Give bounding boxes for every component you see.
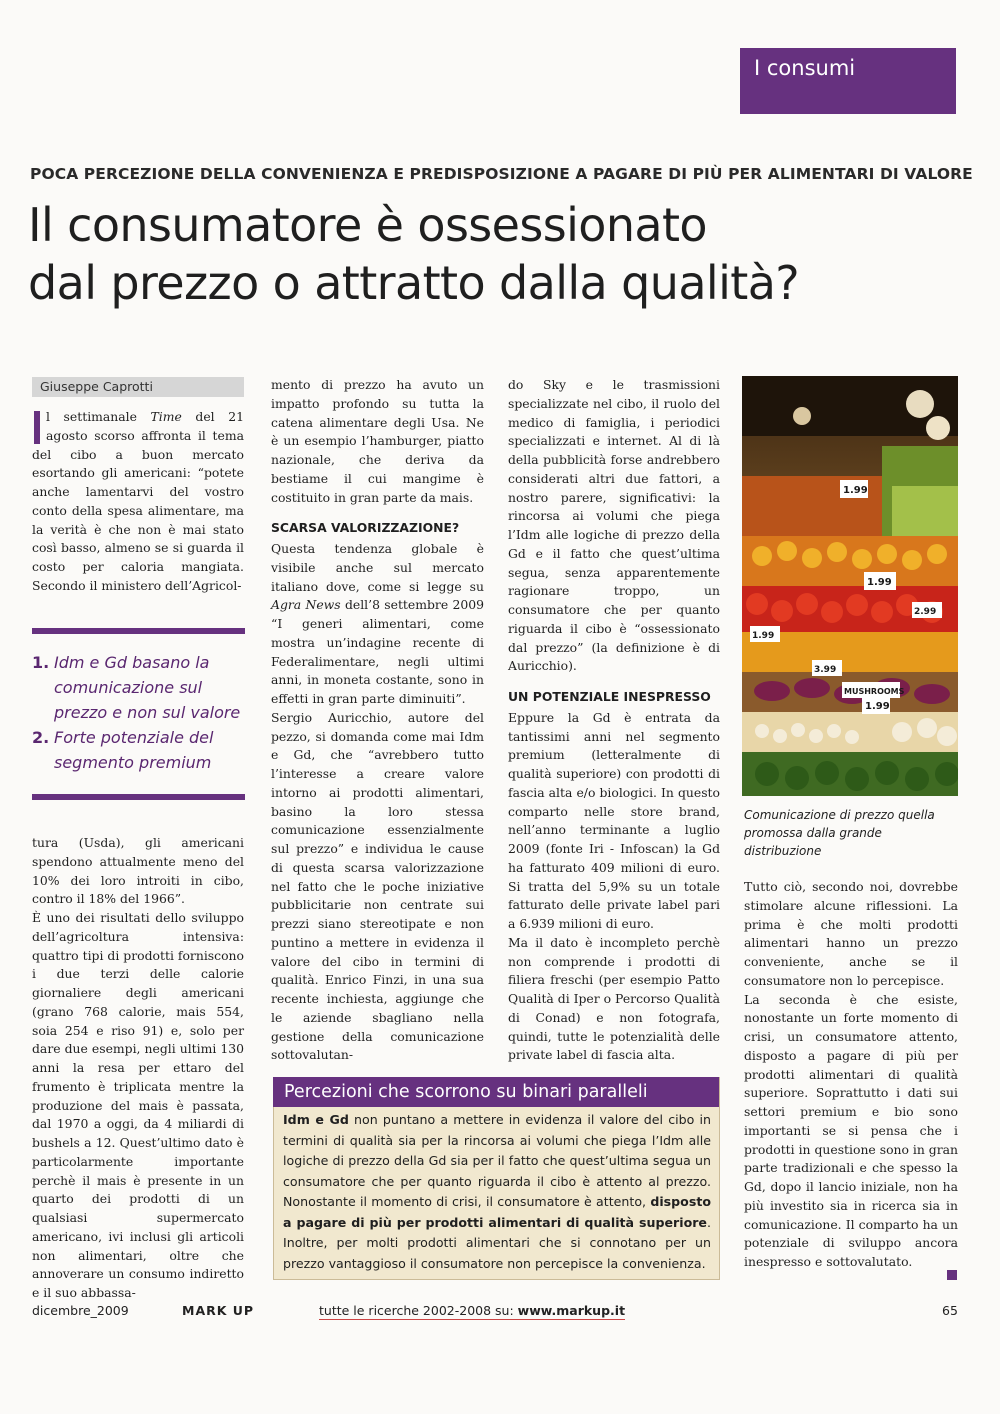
drop-cap-bar xyxy=(34,411,40,444)
kicker: POCA PERCEZIONE DELLA CONVENIENZA E PREDISPOSIZIONE A PAGARE DI PIÙ PER ALIMENTARI DI VALORE xyxy=(30,165,973,183)
callout-item xyxy=(32,725,247,775)
column-2 xyxy=(271,376,484,1065)
text-span: dell’8 settembre 2009 “I generi alimentari, come mostra un’indagine recente di Federalimentare, negli ultimi anni, in moneta costante, sono in effetti in gran parte diminuiti”. xyxy=(271,597,484,706)
price-tag: MUSHROOMS xyxy=(844,687,905,696)
column-1-top xyxy=(32,408,244,596)
column-4 xyxy=(744,878,958,1272)
text-span: non puntano a mettere in evidenza il valore del cibo in termini di qualità sia per la rincorsa ai volumi che piega l’Idm alle logiche di prezzo della Gd sia per il fatto che quest’ultima segua un consumatore che per quanto riguarda il cibo è attento al prezzo. Nonostante il momento di crisi, il consumatore è attento, xyxy=(283,1112,711,1209)
paragraph: tura (Usda), gli americani spendono attualmente meno del 10% dei loro introiti in cibo, contro il 18% del 1966”. xyxy=(32,835,244,907)
callout-number: 1. xyxy=(32,653,50,672)
callout-bottom-rule xyxy=(32,794,245,800)
subheading: SCARSA VALORIZZAZIONE? xyxy=(271,520,460,536)
price-tag: 1.99 xyxy=(752,631,775,641)
bold-text: disposto a pagare di più per prodotti alimentari di qualità superiore xyxy=(283,1194,711,1230)
callout-item xyxy=(32,650,247,725)
headline-line-2: dal prezzo o attratto dalla qualità? xyxy=(28,256,800,310)
text-span: . Inoltre, per molti prodotti alimentari che si connotano per un prezzo vantaggioso il consumatore non percepisce la convenienza. xyxy=(283,1214,711,1271)
paragraph: do Sky e le trasmissioni specializzate nel cibo, il ruolo del medico di famiglia, i periodici specializzati e internet. Al di là della pubblicità forse andrebbero considerati altri due fattori, a nostro parere, significativi: la rincorsa ai volumi che piega l’Idm alle logiche di prezzo della Gd e il fatto che quest’ultima segua, senza apparentemente ragionare troppo, un consumatore che per quanto riguarda il cibo è “ossessionato dal prezzo” (la definizione è di Auricchio). xyxy=(508,377,720,674)
intro-paragraph xyxy=(32,408,244,596)
text-span: Questa tendenza globale è visibile anche sul mercato italiano dove, come si legge su xyxy=(271,541,484,594)
publication-name: Agra News xyxy=(271,597,341,613)
price-tag: 2.99 xyxy=(914,607,937,617)
subheading: UN POTENZIALE INESPRESSO xyxy=(508,689,711,704)
page-number: 65 xyxy=(942,1303,958,1318)
paragraph: Sergio Auricchio, autore del pezzo, si domanda come mai Idm e Gd, che “avrebbero tutto l’interesse a creare valore intorno ai prodotti alimentari, basino la loro stessa comunicazione essenzialmente sul prezzo” e individua le cause di questa scarsa valorizzazione nel fatto che le poche iniziative pubblicitarie non centrate sui prezzi siano stereotipate e non puntino a mettere in evidenza il valore del cibo in termini di qualità. Enrico Finzi, in una sua recente inchiesta, aggiunge che le aziende sbagliano nella gestione della comunicazione sottovalutan- xyxy=(271,709,484,1063)
column-1-bottom xyxy=(32,834,244,1303)
end-mark xyxy=(947,1270,957,1280)
callout-top-rule xyxy=(32,628,245,634)
produce-illustration xyxy=(742,376,958,796)
callout-text: Forte potenziale del segmento premium xyxy=(54,728,214,772)
headline xyxy=(28,196,968,312)
callout-text: Idm e Gd basano la comunicazione sul prezzo e non sul valore xyxy=(54,653,241,722)
footer-brand: MARK UP xyxy=(182,1303,255,1318)
price-tag: 1.99 xyxy=(843,485,868,496)
callout-number: 2. xyxy=(32,728,50,747)
paragraph xyxy=(271,540,484,709)
photo-caption: Comunicazione di prezzo quella promossa dalla grande distribuzione xyxy=(744,808,935,858)
paragraph: Tutto ciò, secondo noi, dovrebbe stimolare alcune riflessioni. La prima è che molti prodotti alimentari hanno un prezzo conveniente, anche se il consumatore non lo percepisce. xyxy=(744,879,958,988)
paragraph: È uno dei risultati dello sviluppo dell’agricoltura intensiva: quattro tipi di prodotti forniscono i due terzi delle calorie giornaliere degli americani (grano 768 calorie, mais 554, soia 254 e riso 91) e, solo per dare due esempi, negli ultimi 130 anni la resa per ettaro del frumento è triplicata mentre la produzione del mais è passata, dal 1970 a oggi, da 4 miliardi di bushels a 12. Quest’ultimo dato è particolarmente importante perchè il mais è presente in un quarto dei prodotti di un qualsiasi supermercato americano, ivi inclusi gli articoli non alimentari, oltre che annoverare un consumo indiretto e il suo abbassa- xyxy=(32,910,244,1300)
intro-text-b: del 21 agosto scorso affronta il tema del cibo a buon mercato esortando gli americani: “potete anche lamentarvi del vostro conto della spesa alimentare, ma la verità è che non è mai stato così basso, almeno se si guarda il costo per caloria mangiata. Secondo il ministero dell’Agricol- xyxy=(32,409,244,593)
bold-text: Idm e Gd xyxy=(283,1112,349,1127)
section-label: I consumi xyxy=(754,56,856,80)
column-3 xyxy=(508,376,720,1065)
footer-note xyxy=(319,1303,625,1320)
footer-date: dicembre_2009 xyxy=(32,1303,129,1318)
paragraph: Ma il dato è incompleto perchè non comprende i prodotti di filiera freschi (per esempio Patto Qualità di Iper o Percorso Qualità di Conad) e non fotografa, quindi, tutte le potenzialità delle private label di fascia alta. xyxy=(508,934,720,1063)
market-produce-photo xyxy=(742,376,958,796)
headline-line-1: Il consumatore è ossessionato xyxy=(28,198,707,252)
author-byline: Giuseppe Caprotti xyxy=(32,377,244,397)
paragraph: mento di prezzo ha avuto un impatto profondo su tutta la catena alimentare degli Usa. Ne è un esempio l’hamburger, piatto nazionale, che deriva da bestiame il cui mangime è costituito in gran parte da mais. xyxy=(271,377,484,505)
footer-link[interactable]: www.markup.it xyxy=(517,1303,626,1318)
price-tag: 3.99 xyxy=(814,665,837,675)
paragraph: La seconda è che esiste, nonostante un forte momento di crisi, un consumatore attento, disposto a pagare di più per prodotti alimentari di qualità superiore. Soprattutto i dati sui settori premium e bio sono importanti se si pensa che i prodotti in questione sono in gran parte tradizionali e che spesso la Gd, dopo il lancio iniziale, non ha più investito sia in ricerca sia in comunicazione. Il comparto ha un potenziale di sviluppo ancora inespresso e sottovalutato. xyxy=(744,991,959,1269)
summary-box-text xyxy=(283,1110,711,1274)
callout-list xyxy=(32,650,247,775)
summary-box-title: Percezioni che scorrono su binari paralleli xyxy=(273,1077,719,1107)
section-tab xyxy=(740,48,956,114)
magazine-title: Time xyxy=(150,409,182,424)
price-tag: 1.99 xyxy=(865,701,890,712)
paragraph: Eppure la Gd è entrata da tantissimi anni nel segmento premium (letteralmente di qualità superiore) con prodotti di fascia alta e/o biologici. In questo comparto nelle store brand, nell’anno terminante a luglio 2009 (fonte Iri - Infoscan) la Gd ha fatturato 409 milioni di euro. Si tratta del 5,9% su un totale fatturato delle private label pari a 6.939 milioni di euro. xyxy=(508,709,720,931)
price-tag: 1.99 xyxy=(867,577,892,588)
footer-note-text: tutte le ricerche 2002-2008 su: xyxy=(319,1303,518,1318)
intro-text-a: l settimanale xyxy=(46,409,151,424)
